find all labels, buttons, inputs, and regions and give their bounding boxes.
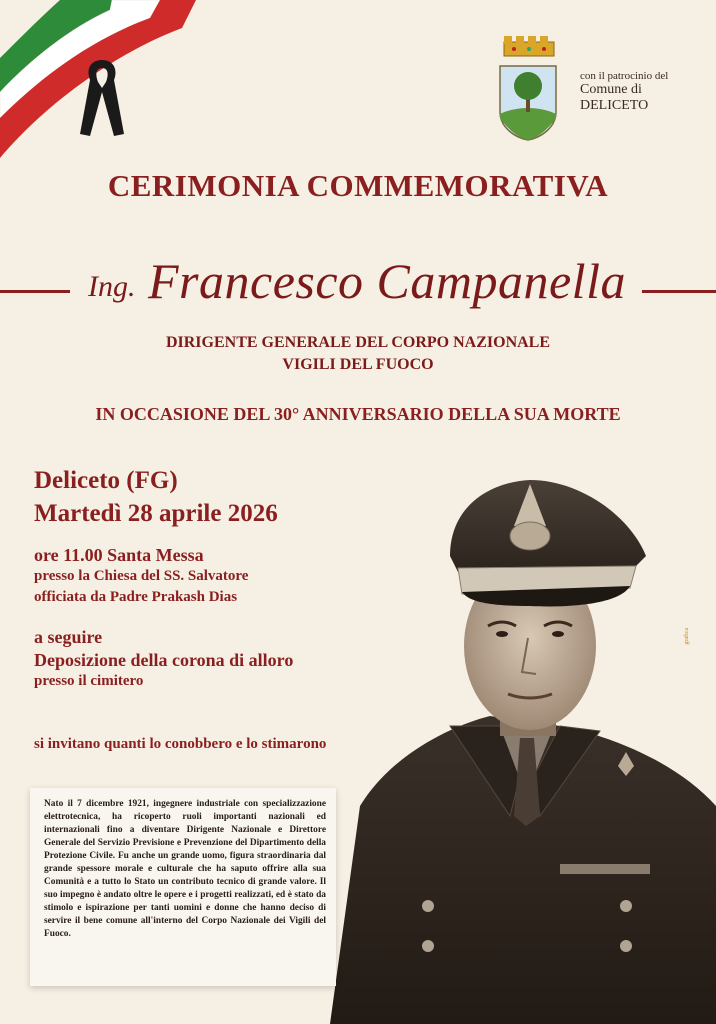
role-text: [0, 332, 716, 376]
occasion-text: IN OCCASIONE DEL 30° ANNIVERSARIO DELLA SUA MORTE: [95, 404, 621, 424]
event-place: Deliceto (FG): [34, 467, 178, 494]
after-heading: a seguire: [34, 627, 103, 647]
biography-text: Nato il 7 dicembre 1921, ingegnere industriale con specializzazione elettrotecnica, ha ricoperto ruoli importanti nazionali ed internazionali fino a diventare Dirigente Nazionale e Direttore Generale del Servizio Previsione e Prevenzione del Dipartimento della Protezione Civile. Fu anche un grande uomo, figura straordinaria dal grande spessore morale e culturale che ha saputo offrire alla sua Comunità e a tutto lo Stato un contributo tecnico di grande valore. Il suo impegno è andato oltre le opere e i progetti realizzati, ed è stato da stimolo e ispirazione per tanti uomini e donne che hanno deciso di servire il bene comune all'interno del Corpo Nazionale dei Vigili del Fuoco.: [44, 799, 326, 939]
mourning-ribbon-icon: [78, 56, 126, 138]
page-title: CERIMONIA COMMEMORATIVA: [107, 168, 609, 203]
patronage-line3: DELICETO: [580, 98, 649, 113]
role-line1: DIRIGENTE GENERALE DEL CORPO NAZIONALE: [165, 334, 551, 351]
name-prefix: Ing.: [88, 270, 136, 303]
role-line2: VIGILI DEL FUOCO: [282, 356, 434, 373]
event-place-date: [34, 464, 278, 530]
coat-of-arms-icon: [496, 34, 560, 142]
portrait-photo: [330, 476, 716, 1024]
designer-signature: grafica: [684, 628, 690, 645]
mass-heading: ore 11.00 Santa Messa: [34, 545, 204, 565]
mass-info: [34, 545, 248, 608]
invite-text: si invitano quanti lo conobbero e lo stimarono: [34, 736, 327, 752]
mass-line2: officiata da Padre Prakash Dias: [34, 589, 238, 605]
mass-line1: presso la Chiesa del SS. Salvatore: [34, 568, 249, 584]
event-date: Martedì 28 aprile 2026: [34, 500, 278, 527]
left-divider: [0, 290, 70, 293]
after-line2: presso il cimitero: [34, 673, 144, 689]
person-name: Francesco Campanella: [148, 253, 626, 309]
right-divider: [642, 290, 716, 293]
after-line1: Deposizione della corona di alloro: [34, 650, 294, 670]
after-info: [34, 626, 293, 690]
patronage-line1: con il patrocinio del: [580, 70, 669, 82]
name-row: [0, 238, 716, 309]
patronage-line2: Comune di: [580, 82, 642, 97]
patronage-text: [580, 70, 668, 114]
biography-box: [30, 788, 336, 986]
